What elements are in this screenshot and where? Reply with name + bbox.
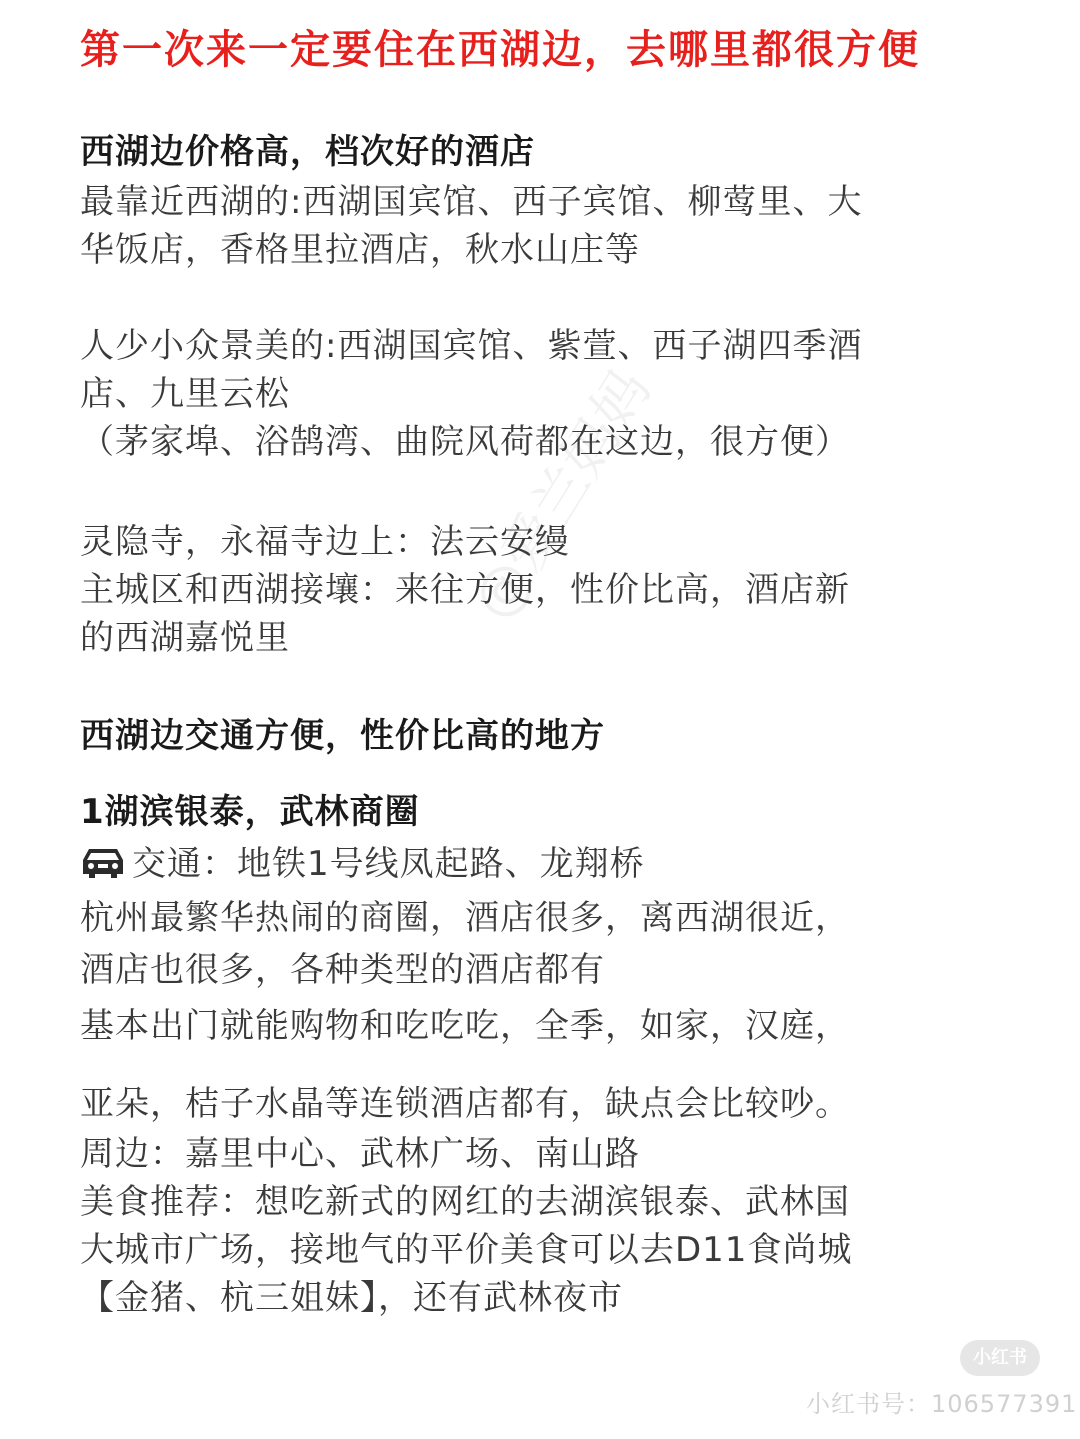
transport-text: 交通：地铁1号线凤起路、龙翔桥: [132, 844, 645, 884]
section-heading-luxury-hotels: 西湖边价格高，档次好的酒店: [80, 132, 535, 172]
section-heading-value-areas: 西湖边交通方便，性价比高的地方: [80, 716, 605, 756]
paragraph-line: 大城市广场，接地气的平价美食可以去D11食尚城: [80, 1230, 853, 1270]
account-id-watermark: 小红书号：106577391: [806, 1390, 1078, 1418]
xiaohongshu-logo-badge: 小红书: [960, 1340, 1040, 1376]
paragraph-line: 灵隐寺，永福寺边上：法云安缦: [80, 522, 570, 562]
paragraph-line: 店、九里云松: [80, 374, 290, 414]
paragraph-line: 亚朵，桔子水晶等连锁酒店都有，缺点会比较吵。: [80, 1084, 850, 1124]
paragraph-line: （茅家埠、浴鹄湾、曲院风荷都在这边，很方便）: [80, 422, 850, 462]
transport-line: [80, 844, 645, 884]
paragraph-line: 【金猪、杭三姐妹】，还有武林夜市: [80, 1278, 623, 1318]
paragraph-line: 的西湖嘉悦里: [80, 618, 290, 658]
paragraph-line: 华饭店，香格里拉酒店，秋水山庄等: [80, 230, 640, 270]
area-subheading: 1湖滨银泰，武林商圈: [80, 792, 420, 832]
page-title: 第一次来一定要住在西湖边，去哪里都很方便: [80, 27, 920, 73]
paragraph-line: 美食推荐：想吃新式的网红的去湖滨银泰、武林国: [80, 1182, 850, 1222]
paragraph-line: 周边：嘉里中心、武林广场、南山路: [80, 1134, 640, 1174]
paragraph-line: 人少小众景美的:西湖国宾馆、紫萱、西子湖四季酒: [80, 326, 863, 366]
paragraph-line: 基本出门就能购物和吃吃吃，全季，如家，汉庭，: [80, 1006, 850, 1046]
paragraph-line: 主城区和西湖接壤：来往方便，性价比高，酒店新: [80, 570, 850, 610]
paragraph-line: 最靠近西湖的:西湖国宾馆、西子宾馆、柳莺里、大: [80, 182, 863, 222]
paragraph-line: 酒店也很多，各种类型的酒店都有: [80, 950, 605, 990]
car-icon: [80, 845, 126, 879]
diagonal-watermark: @爱兰妈妈: [460, 358, 664, 631]
paragraph-line: 杭州最繁华热闹的商圈，酒店很多，离西湖很近，: [80, 898, 850, 938]
